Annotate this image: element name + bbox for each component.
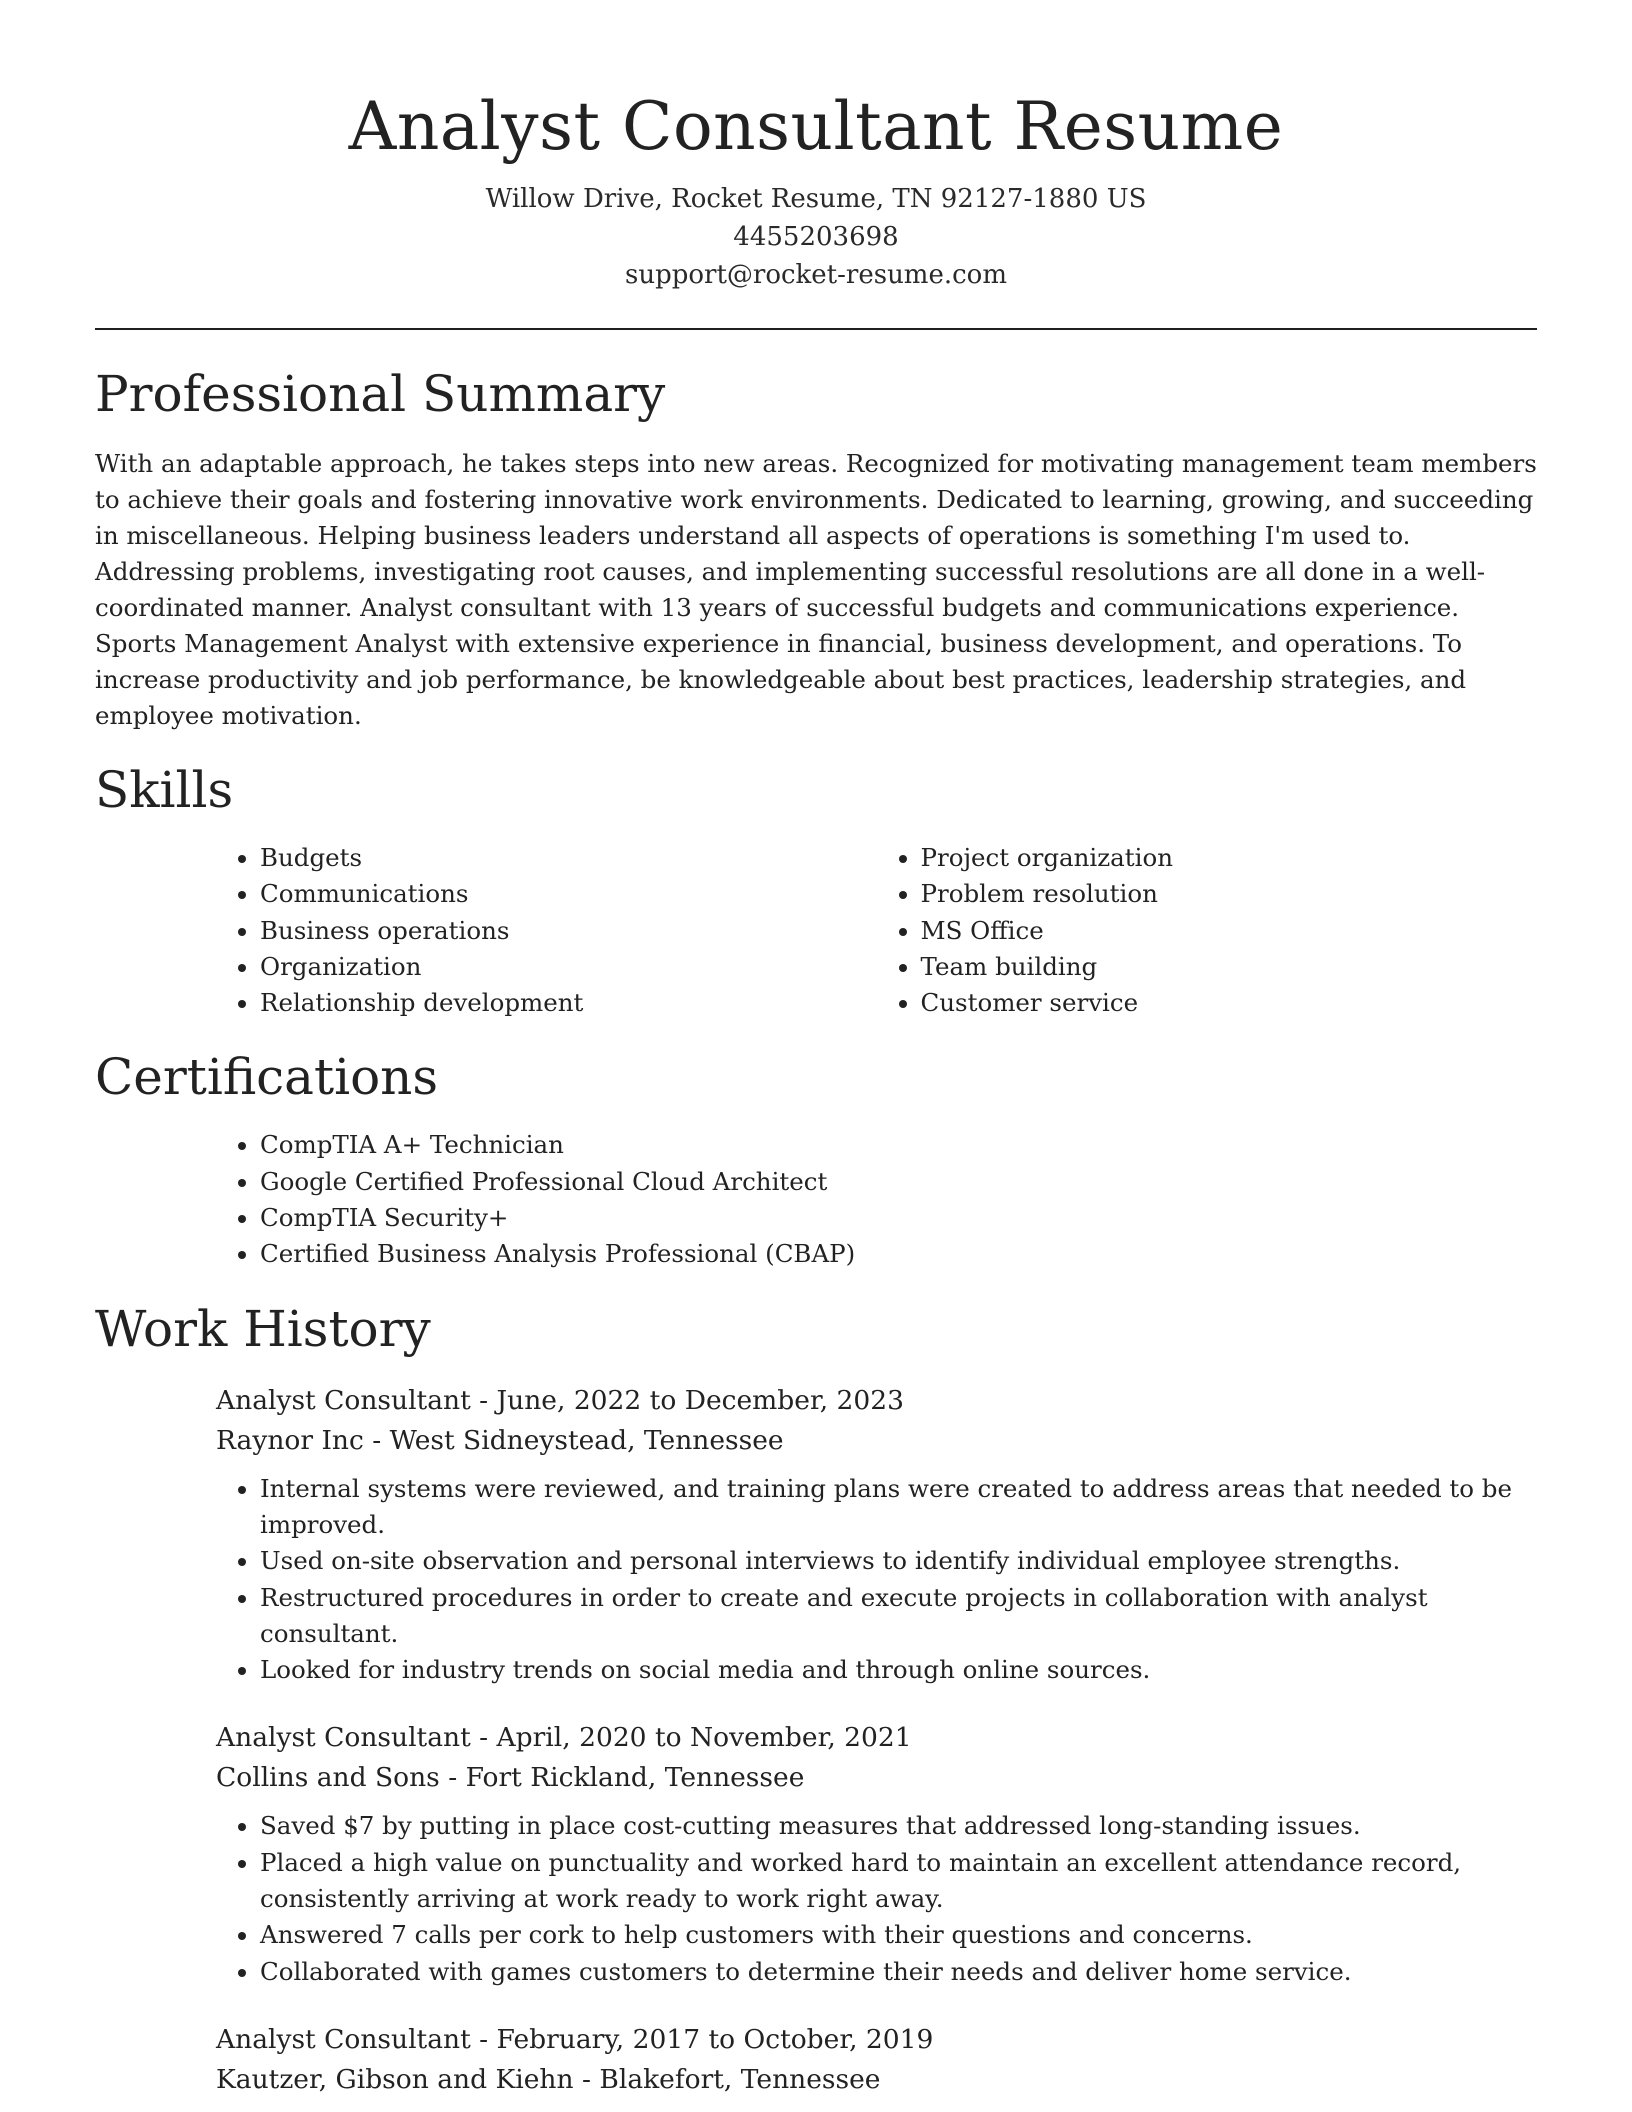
job-dates: - April, 2020 to November, 2021 [470, 1722, 912, 1754]
skills-list-right [877, 840, 1538, 1021]
certification-item: • Certified Business Analysis Professional (CBAP) [260, 1236, 1537, 1272]
certification-item: • Google Certified Professional Cloud Architect [260, 1164, 1537, 1200]
certification-item: • CompTIA A+ Technician [260, 1127, 1537, 1163]
job-bullet: • Answered 7 calls per cork to help customers with their questions and concerns. [260, 1917, 1537, 1953]
job-title: Analyst Consultant [216, 2023, 471, 2055]
job-bullet: • Used on-site observation and personal interviews to identify individual employee strengths. [260, 1543, 1537, 1579]
job-location: - West Sidneystead, Tennessee [363, 1424, 784, 1456]
job-company-line [216, 2060, 1537, 2100]
contact-block [95, 180, 1537, 294]
certification-item: • CompTIA Security+ [260, 1200, 1537, 1236]
skills-heading: Skills [95, 761, 234, 819]
skill-item: • Organization [260, 949, 877, 985]
job-dates: - June, 2022 to December, 2023 [470, 1384, 904, 1416]
skill-item: • Relationship development [260, 985, 877, 1021]
summary-heading: Professional Summary [95, 365, 666, 423]
job-bullet: • Placed a high value on punctuality and worked hard to maintain an excellent attendance record, consistently arriving at work ready to work right away. [260, 1845, 1537, 1918]
certifications-list [216, 1127, 1537, 1272]
contact-address: Willow Drive, Rocket Resume, TN 92127-1880 US [485, 184, 1147, 214]
job-dates: - February, 2017 to October, 2019 [470, 2023, 934, 2055]
skill-item: • Business operations [260, 913, 877, 949]
certifications-section [95, 1047, 1537, 1272]
skills-section [95, 760, 1537, 1021]
skill-item: • MS Office [921, 913, 1538, 949]
resume-title: Analyst Consultant Resume [348, 88, 1284, 165]
contact-email: support@rocket-resume.com [624, 260, 1007, 290]
work-history-section [95, 1299, 1537, 2100]
skill-item: • Problem resolution [921, 876, 1538, 912]
certifications-heading: Certifications [95, 1048, 439, 1107]
job-bullet: • Collaborated with games customers to determine their needs and deliver home service. [260, 1954, 1537, 1990]
job-company-line [216, 1421, 1537, 1461]
skill-item: • Team building [921, 949, 1538, 985]
job-bullet: • Saved $7 by putting in place cost-cutting measures that addressed long-standing issues. [260, 1808, 1537, 1844]
job-title-line [216, 1718, 1537, 1758]
job-title: Analyst Consultant [216, 1384, 471, 1416]
job-location: - Blakefort, Tennessee [573, 2063, 881, 2095]
skill-item: • Project organization [921, 840, 1538, 876]
job-title-line [216, 1381, 1537, 1421]
resume-page [95, 0, 1537, 2100]
header-divider [95, 328, 1537, 330]
job-bullet: • Looked for industry trends on social media and through online sources. [260, 1652, 1537, 1688]
skills-list-left [216, 840, 877, 1021]
contact-phone: 4455203698 [733, 222, 899, 252]
job-title: Analyst Consultant [216, 1722, 471, 1754]
job-entry [216, 1381, 1537, 1689]
job-company: Kautzer, Gibson and Kiehn [216, 2063, 574, 2095]
summary-section [95, 364, 1537, 734]
job-entry [216, 1718, 1537, 1989]
job-bullet: • Restructured procedures in order to create and execute projects in collaboration with analyst consultant. [260, 1580, 1537, 1653]
job-company: Collins and Sons [216, 1762, 440, 1794]
job-title-line [216, 2020, 1537, 2060]
summary-text: With an adaptable approach, he takes steps into new areas. Recognized for motivating management team members to achieve their goals and fostering innovative work environments. Dedicated to learning, growing, and succeeding in miscellaneous. Helping business leaders understand all aspects of operations is something I'm used to. Addressing problems, investigating root causes, and implementing successful resolutions are all done in a well-coordinated manner. Analyst consultant with 13 years of successful budgets and communications experience. Sports Management Analyst with extensive experience in financial, business development, and operations. To increase productivity and job performance, be knowledgeable about best practices, leadership strategies, and employee motivation. [95, 449, 1537, 730]
skills-columns [216, 840, 1537, 1021]
skill-item: • Budgets [260, 840, 877, 876]
skill-item: • Customer service [921, 985, 1538, 1021]
job-company: Raynor Inc [216, 1424, 364, 1456]
resume-header [95, 0, 1537, 294]
job-bullet: • Internal systems were reviewed, and training plans were created to address areas that needed to be improved. [260, 1471, 1537, 1544]
job-bullets [216, 1471, 1537, 1689]
work-history-heading: Work History [95, 1299, 431, 1358]
job-location: - Fort Rickland, Tennessee [439, 1762, 805, 1794]
skill-item: • Communications [260, 876, 877, 912]
job-bullets [216, 1808, 1537, 1989]
job-company-line [216, 1758, 1537, 1798]
job-entry [216, 2020, 1537, 2100]
